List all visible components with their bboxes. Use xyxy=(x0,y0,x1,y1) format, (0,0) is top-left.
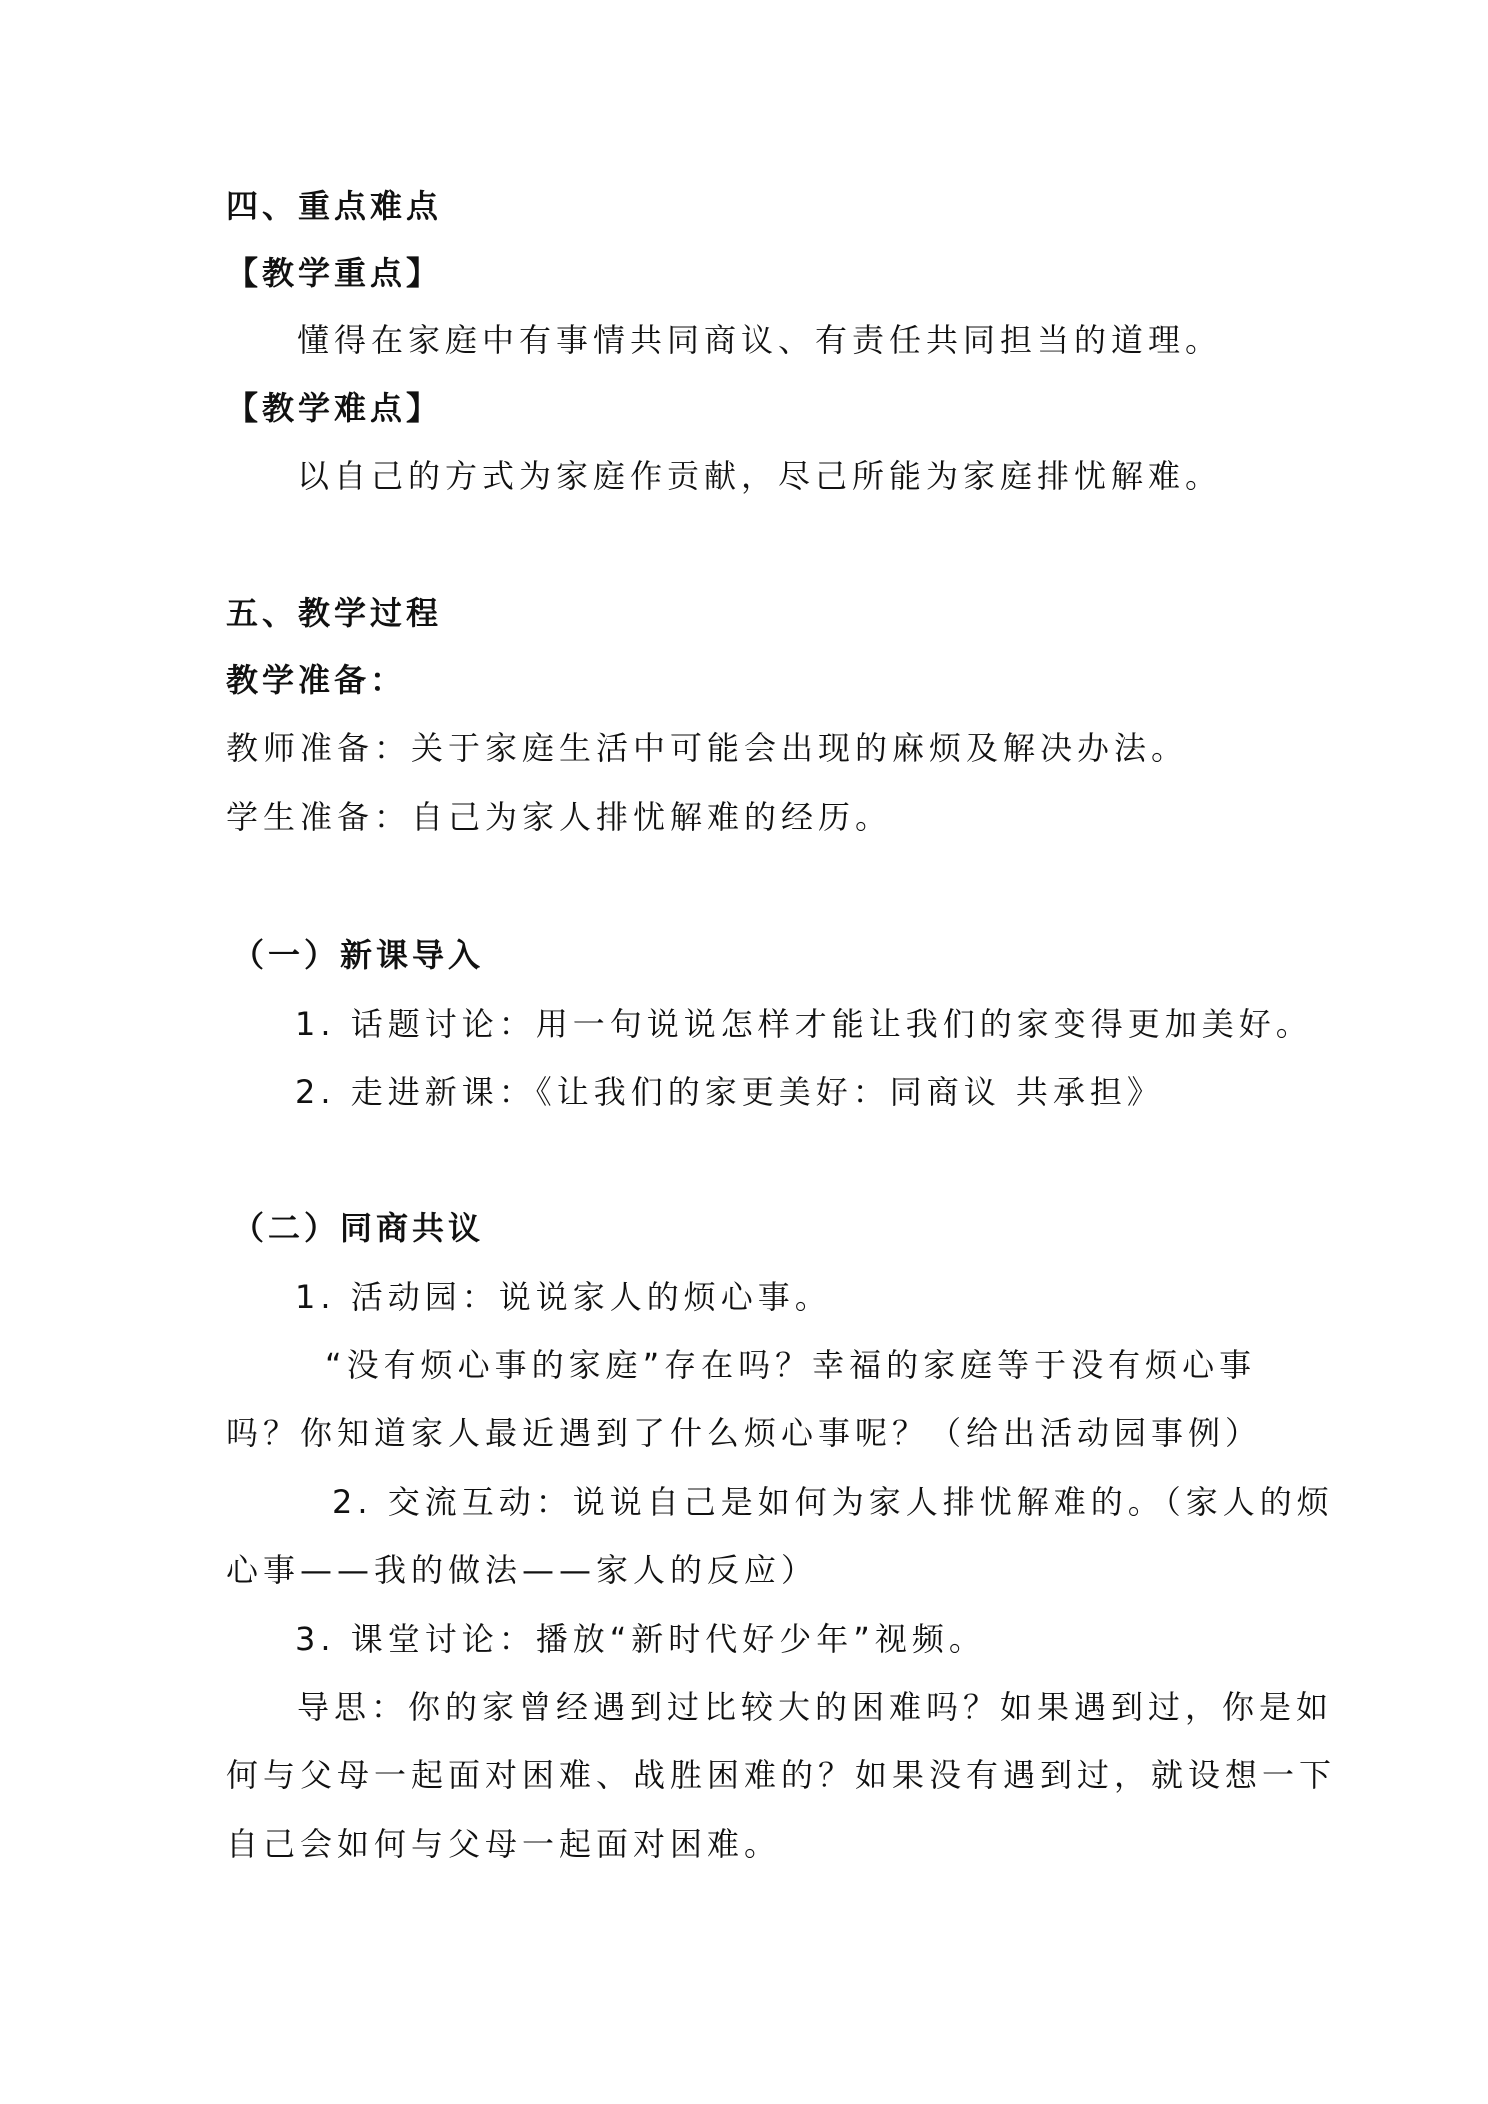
part2-heading: （二）同商共议 xyxy=(232,1209,485,1247)
key-point-text: 懂得在家庭中有事情共同商议、有责任共同担当的道理。 xyxy=(297,321,1223,359)
part1-heading: （一）新课导入 xyxy=(232,936,485,974)
part2-item1-paragraph-line1: “没有烦心事的家庭”存在吗？幸福的家庭等于没有烦心事 xyxy=(325,1346,1257,1384)
part2-item3: 3. 课堂讨论：播放“新时代好少年”视频。 xyxy=(295,1620,986,1658)
part1-item1: 1. 话题讨论：用一句说说怎样才能让我们的家变得更加美好。 xyxy=(295,1005,1313,1043)
guide-line3: 自己会如何与父母一起面对困难。 xyxy=(226,1825,782,1863)
key-point-label: 【教学重点】 xyxy=(226,254,443,292)
guide-line2: 何与父母一起面对困难、战胜困难的？如果没有遇到过，就设想一下 xyxy=(226,1756,1337,1794)
part2-item1: 1. 活动园：说说家人的烦心事。 xyxy=(295,1278,832,1316)
teacher-prep-text: 教师准备：关于家庭生活中可能会出现的麻烦及解决办法。 xyxy=(226,729,1189,767)
difficulty-text: 以自己的方式为家庭作贡献，尽己所能为家庭排忧解难。 xyxy=(297,457,1223,495)
part2-item2-line2: 心事——我的做法——家人的反应） xyxy=(226,1551,819,1589)
part2-item2-line1: 2. 交流互动：说说自己是如何为家人排忧解难的。（家人的烦 xyxy=(332,1483,1334,1521)
part1-item2: 2. 走进新课：《让我们的家更美好：同商议 共承担》 xyxy=(295,1073,1164,1111)
teaching-prep-label: 教学准备： xyxy=(226,661,407,699)
difficulty-label: 【教学难点】 xyxy=(226,389,443,427)
part2-item1-paragraph-line2: 吗？你知道家人最近遇到了什么烦心事呢？（给出活动园事例） xyxy=(226,1414,1263,1452)
student-prep-text: 学生准备：自己为家人排忧解难的经历。 xyxy=(226,798,893,836)
section-heading-key-difficult-points: 四、重点难点 xyxy=(226,187,443,225)
guide-line1: 导思：你的家曾经遇到过比较大的困难吗？如果遇到过，你是如 xyxy=(297,1688,1334,1726)
section-heading-teaching-process: 五、教学过程 xyxy=(226,594,443,632)
